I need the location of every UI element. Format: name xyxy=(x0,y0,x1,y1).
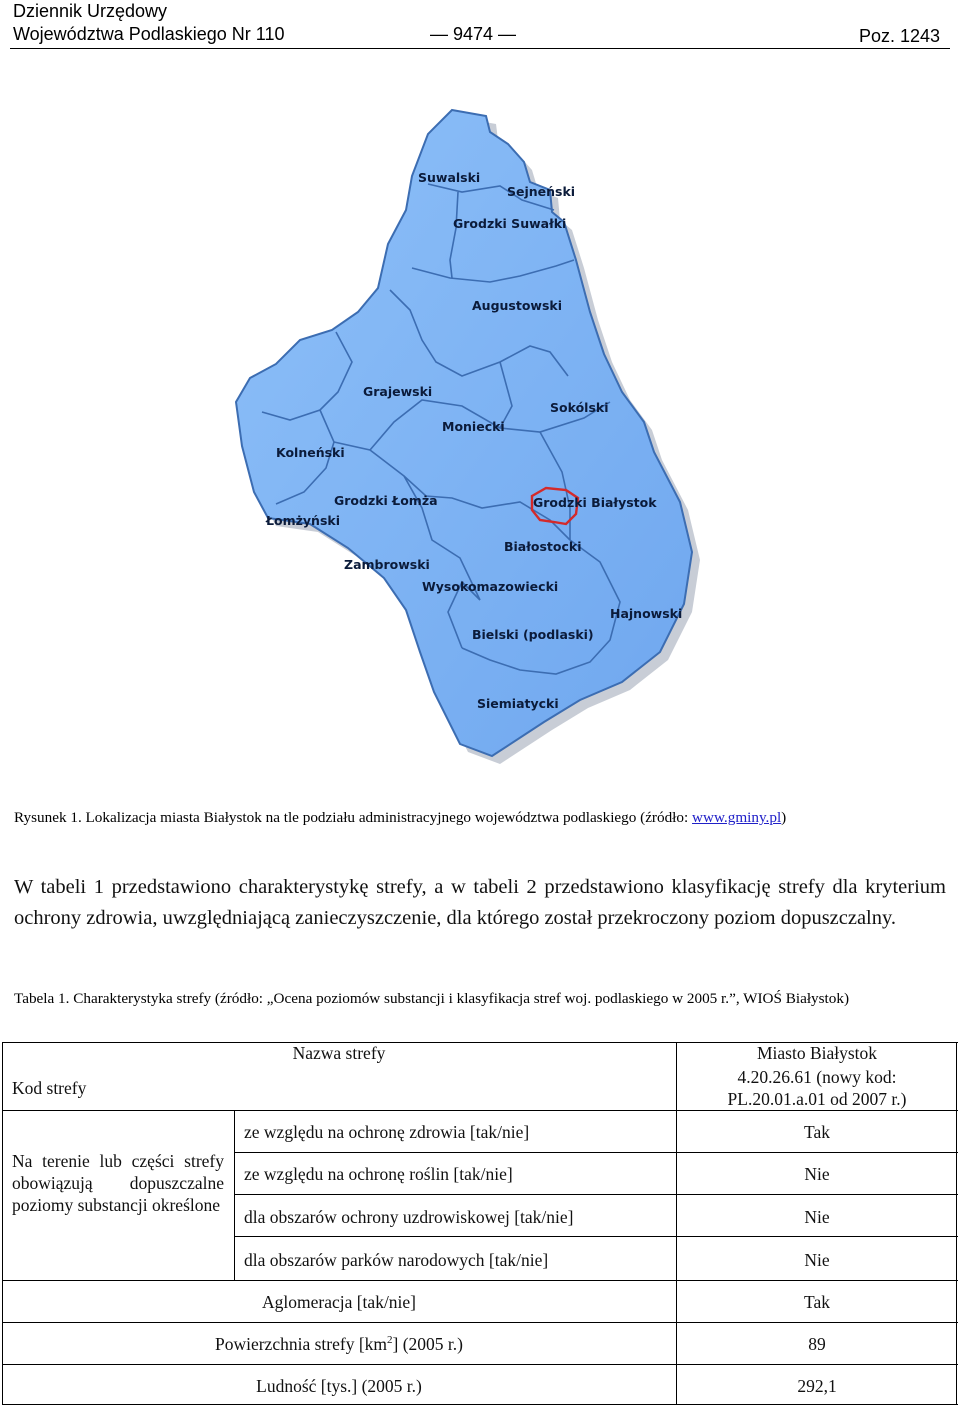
row-label: ze względu na ochronę zdrowia [tak/nie] xyxy=(244,1122,530,1142)
label-bialostocki: Białostocki xyxy=(504,539,582,554)
code-label: Kod strefy xyxy=(12,1078,87,1098)
body-paragraph: W tabeli 1 przedstawiono charakterystykę strefy, a w tabeli 2 przedstawiono klasyfikację strefy dla kryterium ochrony zdrowia, uwzględniającą zanieczyszczenie, dla którego został przekroczony poziom dopuszczalny. xyxy=(14,876,946,929)
table-rule xyxy=(234,1152,958,1153)
journal-title: Dziennik Urzędowy xyxy=(13,1,168,21)
label-wysokomazowiecki: Wysokomazowiecki xyxy=(422,579,559,594)
agglomeration-label: Aglomeracja [tak/nie] xyxy=(261,1292,417,1312)
zone-characteristics-table xyxy=(2,1042,958,1406)
row-label: ze względu na ochronę roślin [tak/nie] xyxy=(244,1164,513,1184)
label-sejnenski: Sejneński xyxy=(507,184,576,199)
row-value: Tak xyxy=(804,1122,830,1142)
caption-text: Rysunek 1. Lokalizacja miasta Białystok na tle podziału administracyjnego województwa podlaskiego (źródło: xyxy=(14,809,693,826)
area-label-tail: ] (2005 r.) xyxy=(392,1334,463,1354)
label-kolnenski: Kolneński xyxy=(276,445,345,460)
table-rule xyxy=(2,1404,958,1405)
table-caption: Tabela 1. Charakterystyka strefy (źródło: „Ocena poziomów substancji i klasyfikacja stref woj. podlaskiego w 2005 r.”, WIOŚ Białystok) xyxy=(14,990,850,1007)
area-value: 89 xyxy=(808,1334,826,1354)
label-zambrowski: Zambrowski xyxy=(344,557,430,572)
table-rule xyxy=(234,1110,235,1280)
voivodeship-map xyxy=(200,100,720,780)
row-value: Nie xyxy=(804,1164,830,1184)
figure-caption xyxy=(14,808,786,828)
label-sokolski: Sokólski xyxy=(550,400,609,415)
label-lomzynski: Łomżyński xyxy=(266,513,340,528)
header-rule xyxy=(10,48,950,49)
label-grodzki-suwalki: Grodzki Suwałki xyxy=(453,216,567,231)
zone-name-value: Miasto Białystok xyxy=(756,1043,878,1063)
population-label: Ludność [tys.] (2005 r.) xyxy=(256,1376,422,1396)
table-rule xyxy=(234,1194,958,1195)
label-grodzki-bialystok: Grodzki Białystok xyxy=(533,495,657,510)
row-value: Nie xyxy=(804,1250,830,1270)
table-rule xyxy=(676,1042,677,1405)
table-rule xyxy=(2,1322,958,1323)
label-moniecki: Moniecki xyxy=(442,419,505,434)
journal-issue: Województwa Podlaskiego Nr 110 xyxy=(13,24,285,44)
area-label-sup: 2 xyxy=(387,1334,393,1347)
source-link[interactable]: www.gminy.pl xyxy=(692,809,782,826)
row-value: Nie xyxy=(804,1207,830,1227)
table-rule xyxy=(2,1280,958,1281)
row-label: dla obszarów ochrony uzdrowiskowej [tak/nie] xyxy=(244,1207,574,1227)
position-number: Poz. 1243 xyxy=(858,26,940,46)
label-grodzki-lomza: Grodzki Łomża xyxy=(334,493,438,508)
table-rule xyxy=(956,1042,957,1405)
table-rule xyxy=(2,1110,958,1111)
table-rule xyxy=(2,1364,958,1365)
caption-close: ) xyxy=(781,809,787,826)
area-label xyxy=(2,1333,676,1355)
label-grajewski: Grajewski xyxy=(363,384,433,399)
area-label-text: Powierzchnia strefy [km xyxy=(214,1334,388,1354)
code-value: 4.20.26.61 (nowy kod: PL.20.01.a.01 od 2007 r.) xyxy=(727,1067,907,1109)
row-label: dla obszarów parków narodowych [tak/nie] xyxy=(244,1250,549,1270)
label-hajnowski: Hajnowski xyxy=(610,606,683,621)
zone-name-header: Nazwa strefy xyxy=(292,1043,386,1063)
population-value: 292,1 xyxy=(797,1376,837,1396)
page-number: — 9474 — xyxy=(430,24,517,44)
group-label: Na terenie lub części strefy obowiązują dopuszczalne poziomy substancji określone xyxy=(12,1151,224,1215)
label-suwalski: Suwalski xyxy=(418,170,481,185)
label-augustowski: Augustowski xyxy=(472,298,563,313)
label-siemiatycki: Siemiatycki xyxy=(477,696,559,711)
agglomeration-value: Tak xyxy=(804,1292,830,1312)
label-bielski: Bielski (podlaski) xyxy=(472,627,594,642)
table-rule xyxy=(234,1236,958,1237)
